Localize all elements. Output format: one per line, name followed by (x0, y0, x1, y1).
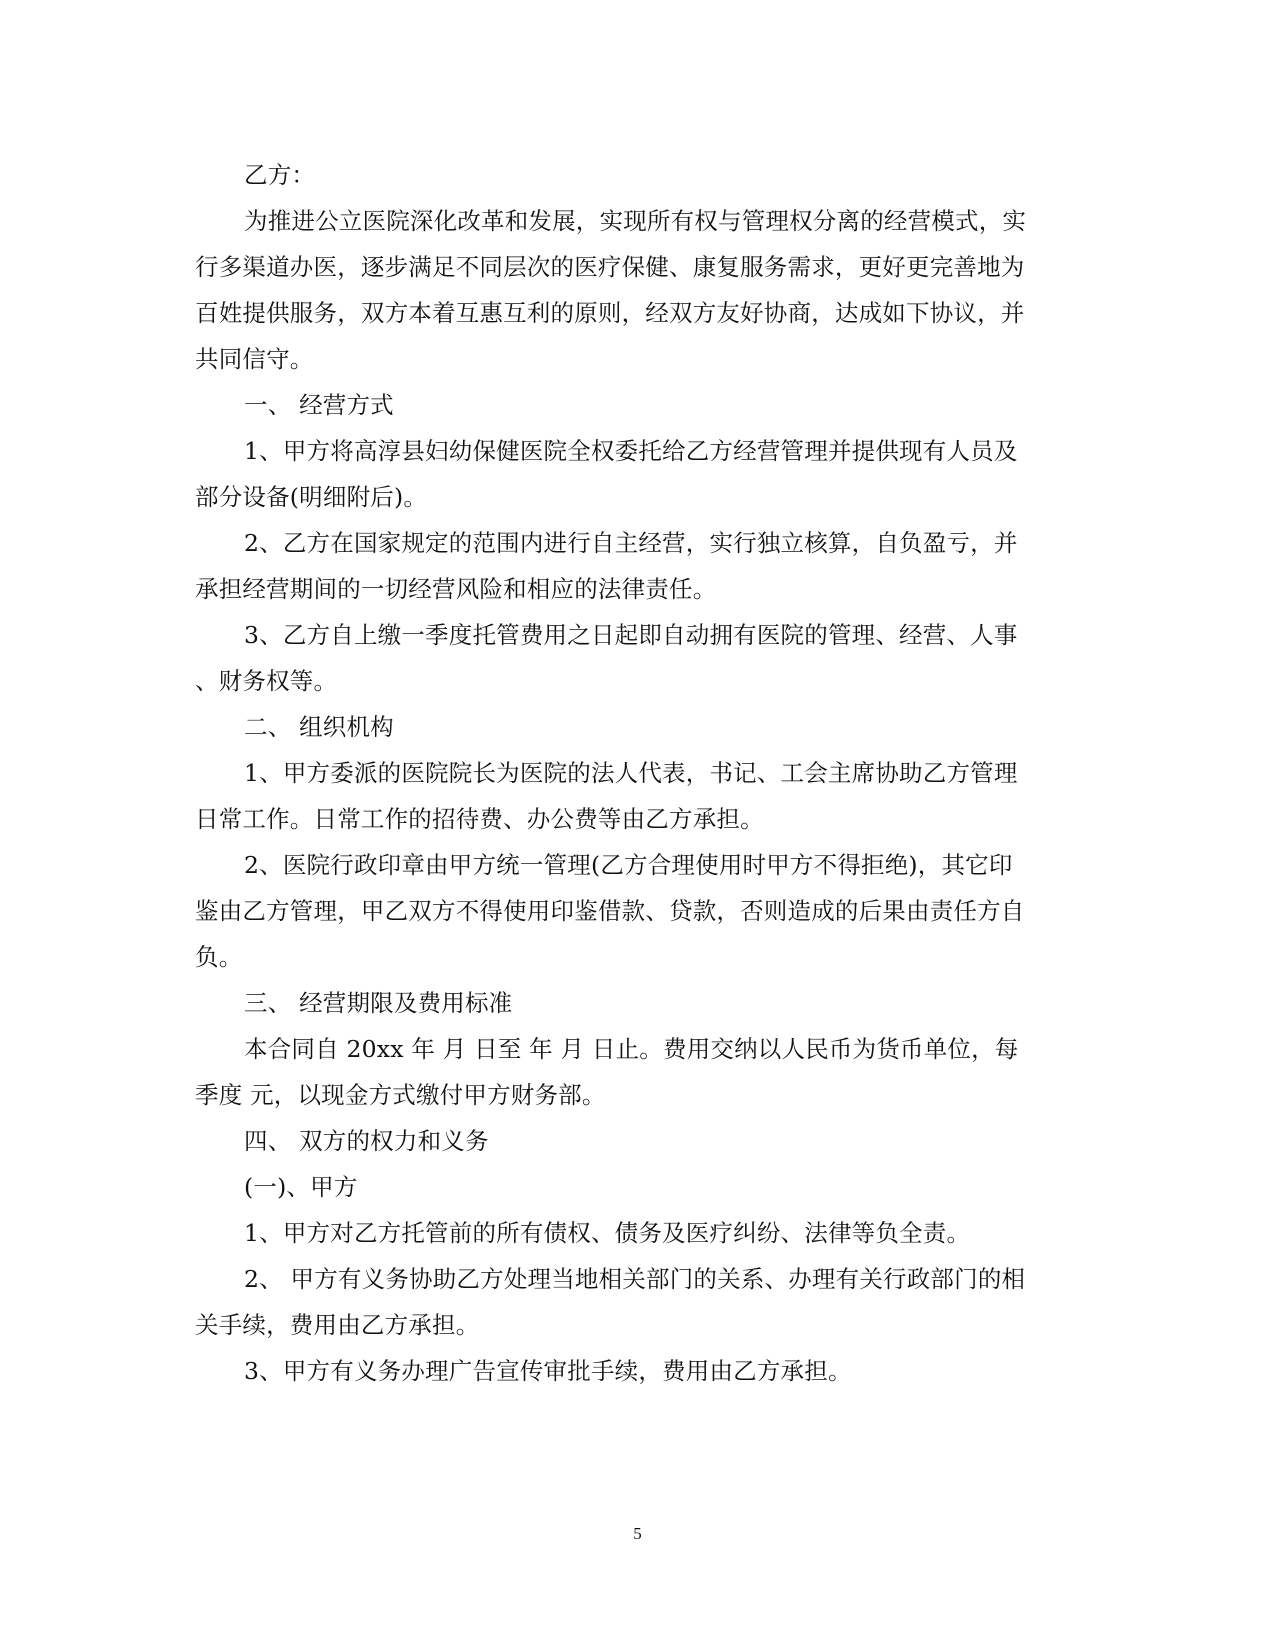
paragraph-line: 2、乙方在国家规定的范围内进行自主经营，实行独立核算，自负盈亏，并 (244, 529, 1018, 557)
section-heading: 四、 双方的权力和义务 (244, 1127, 489, 1155)
paragraph-line: 关手续，费用由乙方承担。 (195, 1311, 480, 1339)
paragraph-line: 鉴由乙方管理，甲乙双方不得使用印鉴借款、贷款，否则造成的后果由责任方自 (195, 897, 1025, 925)
paragraph-line: 2、 甲方有义务协助乙方处理当地相关部门的关系、办理有关行政部门的相 (244, 1265, 1026, 1293)
paragraph-line: 行多渠道办医，逐步满足不同层次的医疗保健、康复服务需求，更好更完善地为 (195, 253, 1025, 281)
paragraph-line: 、财务权等。 (195, 667, 338, 695)
paragraph-line: 本合同自 20xx 年 月 日至 年 月 日止。费用交纳以人民币为货币单位，每 (244, 1035, 1019, 1063)
paragraph-line: 负。 (195, 943, 243, 971)
paragraph-line: 承担经营期间的一切经营风险和相应的法律责任。 (195, 575, 717, 603)
page-number: 5 (633, 1524, 642, 1543)
paragraph-line: 1、甲方对乙方托管前的所有债权、债务及医疗纠纷、法律等负全责。 (244, 1219, 971, 1247)
paragraph-line: 共同信守。 (195, 345, 314, 373)
paragraph-line: 日常工作。日常工作的招待费、办公费等由乙方承担。 (195, 805, 764, 833)
section-heading: 一、 经营方式 (244, 391, 394, 419)
paragraph-line: 1、甲方将高淳县妇幼保健医院全权委托给乙方经营管理并提供现有人员及 (244, 437, 1018, 465)
paragraph-line: 1、甲方委派的医院院长为医院的法人代表，书记、工会主席协助乙方管理 (244, 759, 1018, 787)
subsection-heading: (一)、甲方 (244, 1173, 358, 1201)
section-heading: 二、 组织机构 (244, 713, 394, 741)
paragraph-line: 百姓提供服务，双方本着互惠互利的原则，经双方友好协商，达成如下协议，并 (195, 299, 1025, 327)
paragraph-line: 3、甲方有义务办理广告宣传审批手续，费用由乙方承担。 (244, 1357, 852, 1385)
section-heading: 三、 经营期限及费用标准 (244, 989, 513, 1017)
paragraph-line: 为推进公立医院深化改革和发展，实现所有权与管理权分离的经营模式，实 (244, 207, 1027, 235)
paragraph-line: 部分设备(明细附后)。 (195, 483, 428, 511)
paragraph-line: 2、医院行政印章由甲方统一管理(乙方合理使用时甲方不得拒绝)，其它印 (244, 851, 1013, 879)
paragraph-line: 季度 元，以现金方式缴付甲方财务部。 (195, 1081, 606, 1109)
paragraph-line: 3、乙方自上缴一季度托管费用之日起即自动拥有医院的管理、经营、人事 (244, 621, 1018, 649)
party-b-label: 乙方： (244, 161, 316, 189)
